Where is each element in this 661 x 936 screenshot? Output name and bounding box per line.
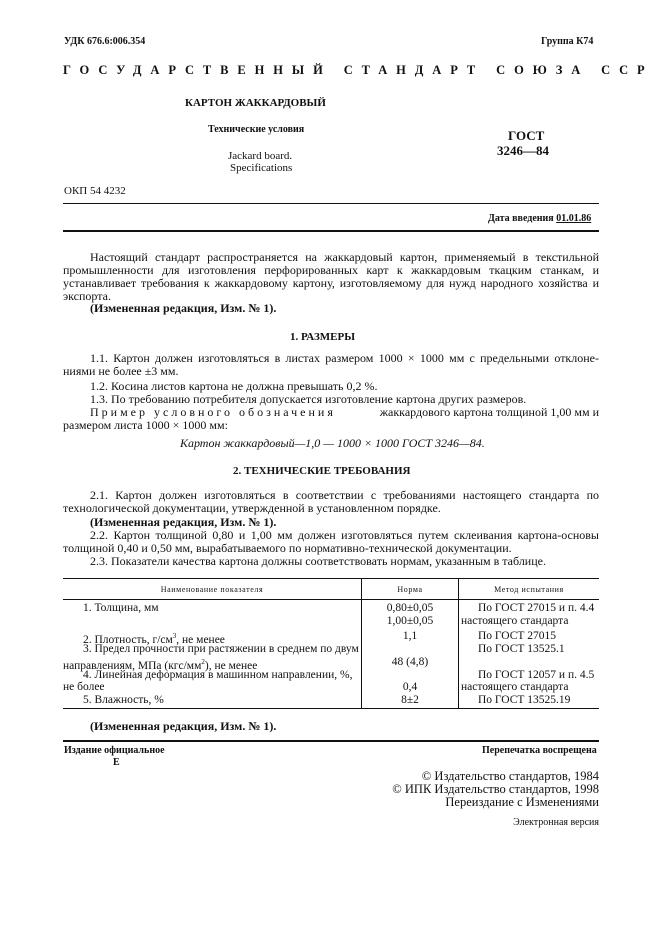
designation-example: Картон жаккардовый—1,0 — 1000 × 1000 ГОСТ 3246—84. (180, 436, 485, 450)
example-rest: жаккардового картона толщиной 1,00 мм и (379, 405, 599, 419)
row1-norm-2: 1,00±0,05 (386, 615, 434, 627)
table-col-divider-2 (458, 578, 459, 708)
para-2-2: 2.2. Картон толщиной 0,80 и 1,00 мм должен изготовляться путем склеивания картона-основы толщиной 0,40 и 0,50 мм, вырабатываемого по нормативно-технической документации. (63, 528, 599, 555)
okp-code: ОКП 54 4232 (64, 185, 126, 197)
footer-rule (63, 740, 599, 742)
reissue-note: Переиздание с Изменениями (445, 795, 599, 809)
section2-heading: 2. ТЕХНИЧЕСКИЕ ТРЕБОВАНИЯ (233, 465, 411, 477)
para-1-3: 1.3. По требованию потребителя допускается изготовление картона других размеров. (90, 392, 527, 406)
state-standard-banner: ГОСУДАРСТВЕННЫЙ СТАНДАРТ СОЮЗА ССР (63, 63, 654, 77)
row2-name-tail: , не менее (176, 633, 225, 646)
standard-subtitle: Технические условия (208, 124, 305, 135)
row2-method: По ГОСТ 27015 (478, 630, 557, 642)
row5-name: 5. Влажность, % (83, 694, 164, 706)
para-2-1: 2.1. Картон должен изготовляться в соответствии с требованиями настоящего стандарта по технологической документации, утвержденной в установленном порядке. (63, 488, 599, 515)
row3-name-sup: 2 (201, 658, 205, 666)
row4-method-2: настоящего стандарта (461, 681, 569, 693)
effective-date-label: Дата введения (488, 213, 554, 224)
row2-name-text: 2. Плотность, г/см (83, 633, 173, 646)
reprint-prohibited: Перепечатка воспрещена (482, 745, 597, 756)
row5-method: По ГОСТ 13525.19 (478, 694, 571, 706)
para-1-1: 1.1. Картон должен изготовляться в листах размером 1000 × 1000 мм с предельными отклоне- (90, 351, 599, 365)
row4-norm: 0,4 (402, 681, 418, 693)
row3-method: По ГОСТ 13525.1 (478, 643, 565, 655)
row3-name-2-tail: ), не менее (204, 659, 258, 672)
section1-heading: 1. РАЗМЕРЫ (290, 331, 356, 343)
group-code: Группа К74 (541, 36, 594, 47)
intro-paragraph: Настоящий стандарт распространяется на жаккардовый картон, применяемый в текстильной промышленности для изготовления перфорированных карт к жаккардовым ткацким станкам, и устанавливает требования к жаккардовому картону, изготовляемому для нужд народного хозяйства и экспорта. (63, 250, 599, 303)
row1-name: 1. Толщина, мм (83, 602, 159, 614)
row2-norm: 1,1 (402, 630, 418, 642)
table-header-rule (63, 599, 599, 600)
gost-label: ГОСТ (508, 128, 545, 143)
copyright-1: © Издательство стандартов, 1984 (421, 769, 599, 783)
effective-date-value: 01.01.86 (556, 213, 592, 224)
udk-code: УДК 676.6:006.354 (64, 36, 146, 47)
english-title-1: Jackard board. (228, 150, 293, 162)
copyright-2: © ИПК Издательство стандартов, 1998 (392, 782, 599, 796)
para-1-1-cont: ниями не более ±3 мм. (63, 364, 179, 378)
table-bottom-rule (63, 708, 599, 709)
example-spaced: Пример условного обозначения (90, 405, 336, 419)
example-line2: размером листа 1000 × 1000 мм: (63, 418, 228, 432)
electronic-version: Электронная версия (513, 817, 599, 828)
header-rule (63, 203, 599, 204)
effective-date (488, 213, 591, 224)
row1-method-2: настоящего стандарта (461, 615, 569, 627)
intro-amendment: (Измененная редакция, Изм. № 1). (90, 301, 277, 315)
row2-name-sup: 3 (172, 632, 177, 640)
standard-title: КАРТОН ЖАККАРДОВЫЙ (185, 97, 326, 109)
row3-name-1: 3. Предел прочности при растяжении в среднем по двум (83, 643, 359, 655)
english-title-2: Specifications (230, 162, 293, 174)
date-rule (63, 230, 599, 232)
table-header-norm: Норма (397, 585, 423, 594)
table-header-method: Метод испытания (494, 585, 564, 594)
table-top-rule (63, 578, 599, 579)
row4-name-1: 4. Линейная деформация в машинном направлении, %, (83, 669, 353, 681)
para-1-2: 1.2. Косина листов картона не должна превышать 0,2 %. (90, 379, 378, 393)
row5-norm: 8±2 (401, 694, 419, 706)
row4-name-2: не более (63, 681, 105, 693)
table-header-name: Наименование показателя (160, 585, 264, 594)
table-amendment: (Измененная редакция, Изм. № 1). (90, 719, 277, 733)
para-2-3: 2.3. Показатели качества картона должны соответствовать нормам, указанным в таблице. (90, 554, 546, 568)
row1-norm-1: 0,80±0,05 (386, 602, 434, 614)
section2-amendment: (Измененная редакция, Изм. № 1). (90, 515, 277, 529)
row3-name-2-text: направлениям, МПа (кгс/мм (63, 659, 202, 672)
edition-letter: Е (113, 757, 120, 768)
official-edition: Издание официальное (64, 745, 165, 756)
gost-number: 3246—84 (497, 143, 549, 158)
row1-method-1: По ГОСТ 27015 и п. 4.4 (478, 602, 595, 614)
row4-method-1: По ГОСТ 12057 и п. 4.5 (478, 669, 595, 681)
row3-norm: 48 (4,8) (391, 656, 429, 668)
